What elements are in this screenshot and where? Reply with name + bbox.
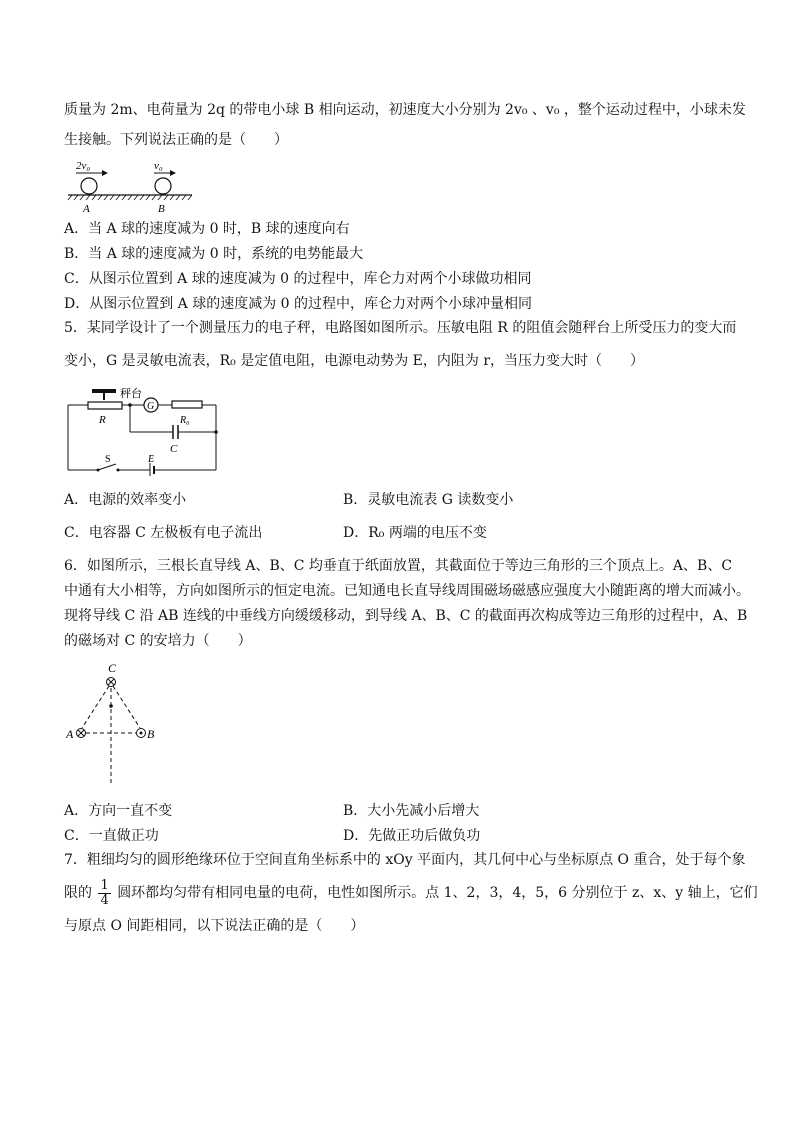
ball-a-label: A [83, 203, 90, 214]
wire-a-label: A [66, 727, 74, 741]
q5-text-line-2: 变小，G 是灵敏电流表，R₀ 是定值电阻，电源电动势为 E，内阻为 r，当压力变大时（ ） [64, 353, 645, 369]
q7-text-line-2 [64, 876, 758, 910]
ball-b-label: B [158, 203, 165, 214]
q6-option-c: C．一直做正功 [64, 828, 159, 844]
q5-option-b: B．灵敏电流表 G 读数变小 [343, 492, 514, 508]
q4-text-line-2: 生接触。下列说法正确的是（ ） [64, 132, 288, 148]
q4-option-c: C．从图示位置到 A 球的速度减为 0 的过程中，库仑力对两个小球做功相同 [64, 271, 532, 287]
galvanometer-label: G [147, 401, 155, 412]
q7-line-2-suffix: 圆环都均匀带有相同电量的电荷，电性如图所示。点 1、2，3，4，5，6 分别位于 z、x、y 轴上，它们 [117, 885, 758, 901]
q4-option-b: B．当 A 球的速度减为 0 时，系统的电势能最大 [64, 246, 364, 262]
q6-text-line-4: 的磁场对 C 的安培力（ ） [64, 633, 252, 649]
resistor-r-label: R [99, 414, 106, 426]
q5-circuit-figure [66, 386, 224, 476]
platform-label: 秤台 [120, 388, 142, 400]
capacitor-c-label: C [170, 443, 178, 455]
resistor-r0-label: R₀ [180, 415, 190, 426]
q4-figure-two-balls [66, 158, 196, 214]
q4-text-line-1: 质量为 2m、电荷量为 2q 的带电小球 B 相向运动，初速度大小分别为 2v₀ 、v₀ ，整个运动过程中，小球未发 [64, 102, 746, 118]
ball-a [81, 178, 97, 194]
wire-c-label: C [108, 661, 117, 675]
fraction-numerator: 1 [100, 877, 109, 893]
q6-text-line-1: 6．如图所示，三根长直导线 A、B、C 均垂直于纸面放置，其截面位于等边三角形的三个顶点上。A、B、C [64, 558, 733, 574]
q5-option-a: A．电源的效率变小 [64, 492, 187, 508]
ball-a-speed-label: 2v₀ [76, 160, 91, 172]
wire-b-label: B [147, 727, 155, 741]
q6-option-d: D．先做正功后做负功 [343, 828, 481, 844]
q5-option-c: C．电容器 C 左极板有电子流出 [64, 525, 263, 541]
q6-text-line-3: 现将导线 C 沿 AB 连线的中垂线方向缓缓移动，到导线 A、B、C 的截面再次构成等边三角形的过程中，A、B [64, 608, 748, 624]
ball-b [155, 178, 171, 194]
q4-option-a: A．当 A 球的速度减为 0 时，B 球的速度向右 [64, 221, 350, 237]
q6-text-line-2: 中通有大小相等，方向如图所示的恒定电流。已知通电长直导线周围磁场磁感应强度大小随距离的增大而减小。 [64, 583, 750, 599]
q7-text-line-1: 7．粗细均匀的圆形绝缘环位于空间直角坐标系中的 xOy 平面内，其几何中心与坐标原点 O 重合，处于每个象 [64, 852, 746, 868]
q6-wires-figure [64, 660, 164, 788]
switch-label: S [105, 454, 111, 465]
ball-b-speed-label: v₀ [154, 160, 163, 172]
q4-option-d: D．从图示位置到 A 球的速度减为 0 的过程中，库仑力对两个小球冲量相同 [64, 296, 533, 312]
q6-option-b: B．大小先减小后增大 [343, 803, 480, 819]
q7-text-line-3: 与原点 O 间距相同，以下说法正确的是（ ） [64, 918, 365, 934]
battery-label: E [148, 454, 155, 465]
q6-option-a: A．方向一直不变 [64, 803, 173, 819]
q5-text-line-1: 5．某同学设计了一个测量压力的电子秤，电路图如图所示。压敏电阻 R 的阻值会随秤台上所受压力的变大而 [64, 320, 737, 336]
q7-line-2-prefix: 限的 [64, 885, 92, 901]
fraction-denominator: 4 [100, 892, 109, 908]
one-quarter-fraction [98, 879, 110, 908]
q5-option-d: D．R₀ 两端的电压不变 [343, 525, 487, 541]
